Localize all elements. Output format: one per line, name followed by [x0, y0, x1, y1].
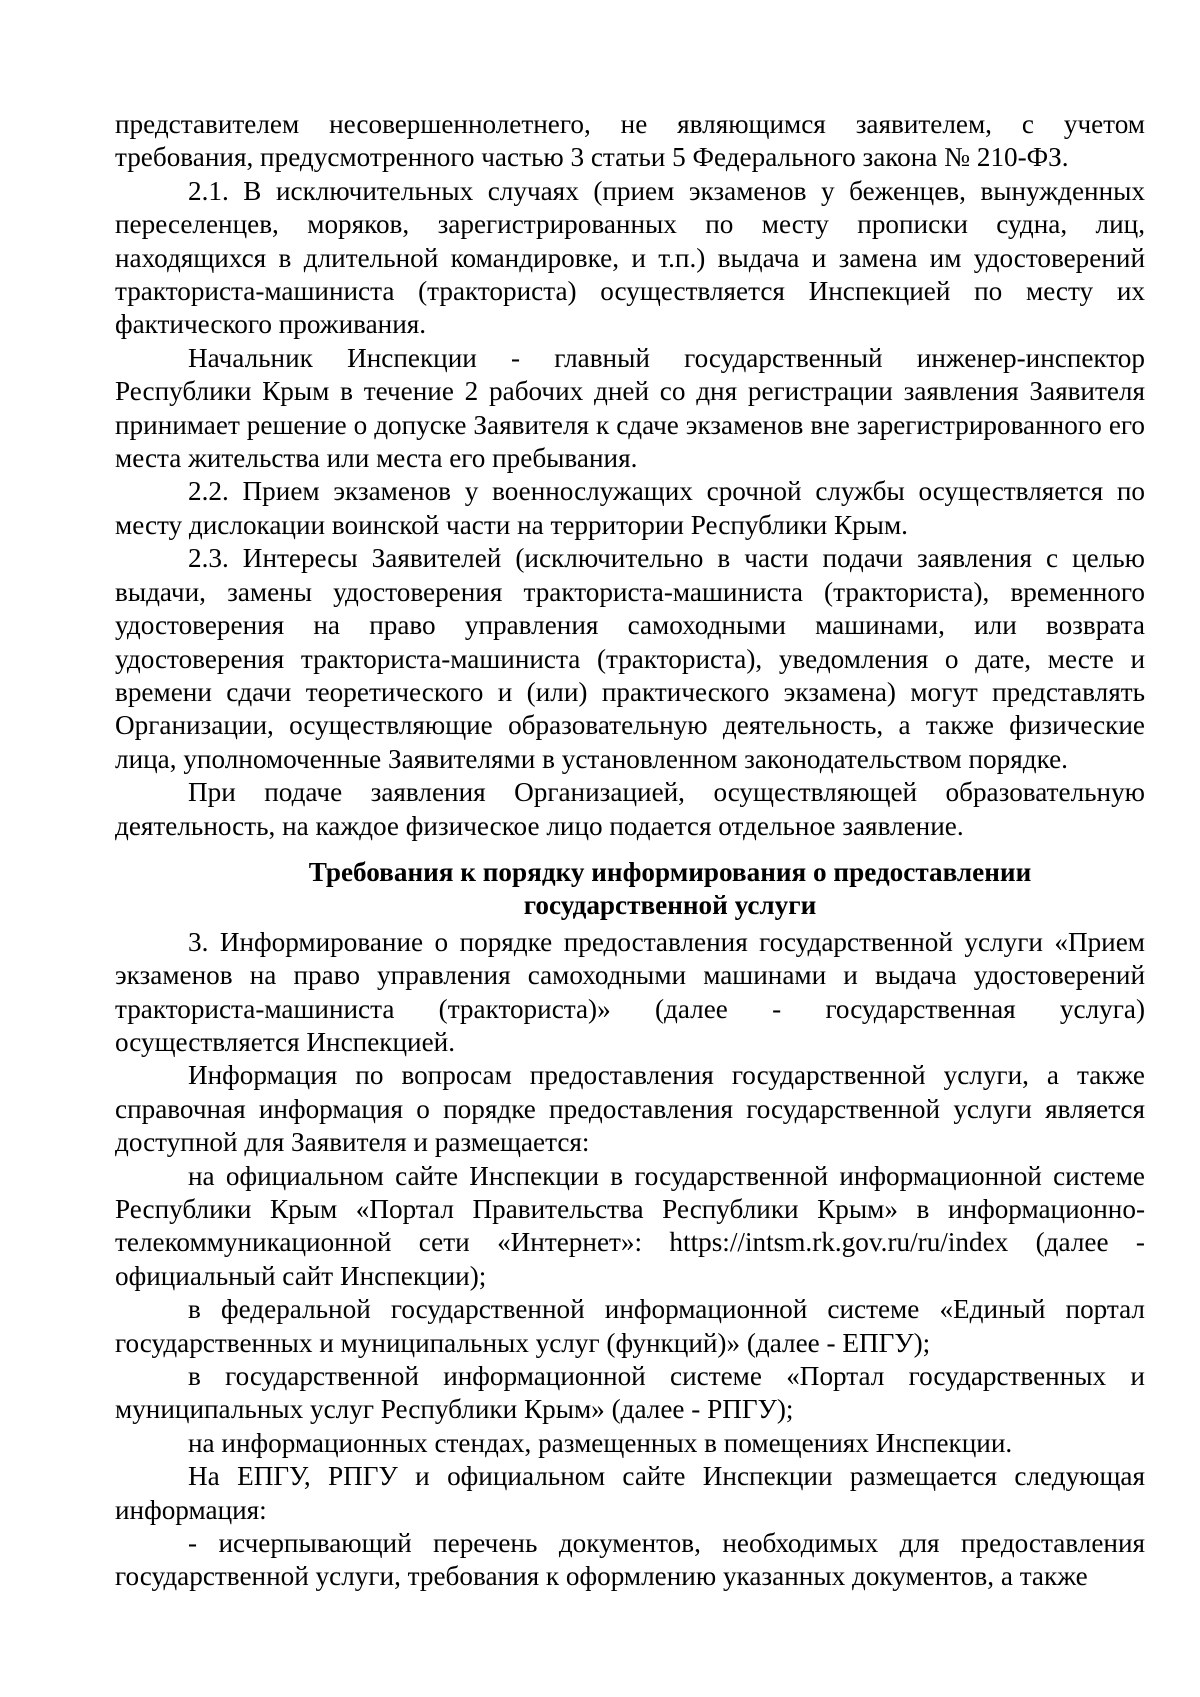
section-heading-line: государственной услуги — [523, 890, 817, 921]
paragraph: 2.3. Интересы Заявителей (исключительно в части подачи заявления с целью выдачи, замены удостоверения тракториста-машиниста (тракториста), временного удостоверения на право управления самоходными машинами, или возврата удостоверения тракториста-машиниста (тракториста), уведомления о дате, месте и времени сдачи теоретического и (или) практического экзамена) могут представлять Организации, осуществляющие образовательную деятельность, а также физические лица, уполномоченные Заявителями в установленном законодательством порядке. — [115, 543, 1145, 774]
paragraph: на официальном сайте Инспекции в государственной информационной системе Республики Крым «Портал Правительства Республики Крым» в информационно-телекоммуникационной сети «Интернет»: https://intsm.rk.gov.ru/ru/index (далее - официальный сайт Инспекции); — [115, 1160, 1145, 1291]
document-page — [115, 108, 1145, 1594]
section-heading-line: Требования к порядку информирования о предоставлении — [308, 856, 1032, 887]
paragraph: Информация по вопросам предоставления государственной услуги, а также справочная информация о порядке предоставления государственной услуги является доступной для Заявителя и размещается: — [115, 1060, 1145, 1158]
paragraph: 2.1. В исключительных случаях (прием экзаменов у беженцев, вынужденных переселенцев, моряков, зарегистрированных по месту прописки судна, лиц, находящихся в длительной командировке, и т.п.) выдача и замена им удостоверений тракториста-машиниста (тракториста) осуществляется Инспекцией по месту их фактического проживания. — [115, 175, 1145, 340]
paragraph: При подаче заявления Организацией, осуществляющей образовательную деятельность, на каждое физическое лицо подается отдельное заявление. — [115, 777, 1145, 841]
paragraph: Начальник Инспекции - главный государственный инженер-инспектор Республики Крым в течение 2 рабочих дней со дня регистрации заявления Заявителя принимает решение о допуске Заявителя к сдаче экзаменов вне зарегистрированного его места жительства или места его пребывания. — [115, 342, 1145, 474]
paragraph: на информационных стендах, размещенных в помещениях Инспекции. — [188, 1427, 1013, 1458]
section-heading — [115, 856, 1145, 923]
paragraph: 2.2. Прием экзаменов у военнослужащих срочной службы осуществляется по месту дислокации воинской части на территории Республики Крым. — [115, 476, 1145, 540]
paragraph: в федеральной государственной информационной системе «Единый портал государственных и муниципальных услуг (функций)» (далее - ЕПГУ); — [115, 1294, 1145, 1358]
paragraph: 3. Информирование о порядке предоставления государственной услуги «Прием экзаменов на право управления самоходными машинами и выдача удостоверений тракториста-машиниста (тракториста)» (далее - государственная услуга) осуществляется Инспекцией. — [115, 926, 1145, 1057]
paragraph: - исчерпывающий перечень документов, необходимых для предоставления государственной услуги, требования к оформлению указанных документов, а также — [115, 1528, 1145, 1592]
paragraph: представителем несовершеннолетнего, не являющимся заявителем, с учетом требования, предусмотренного частью 3 статьи 5 Федерального закона № 210-ФЗ. — [115, 109, 1145, 173]
paragraph: На ЕПГУ, РПГУ и официальном сайте Инспекции размещается следующая информация: — [115, 1461, 1145, 1525]
paragraph: в государственной информационной системе «Портал государственных и муниципальных услуг Республики Крым» (далее - РПГУ); — [115, 1361, 1145, 1425]
